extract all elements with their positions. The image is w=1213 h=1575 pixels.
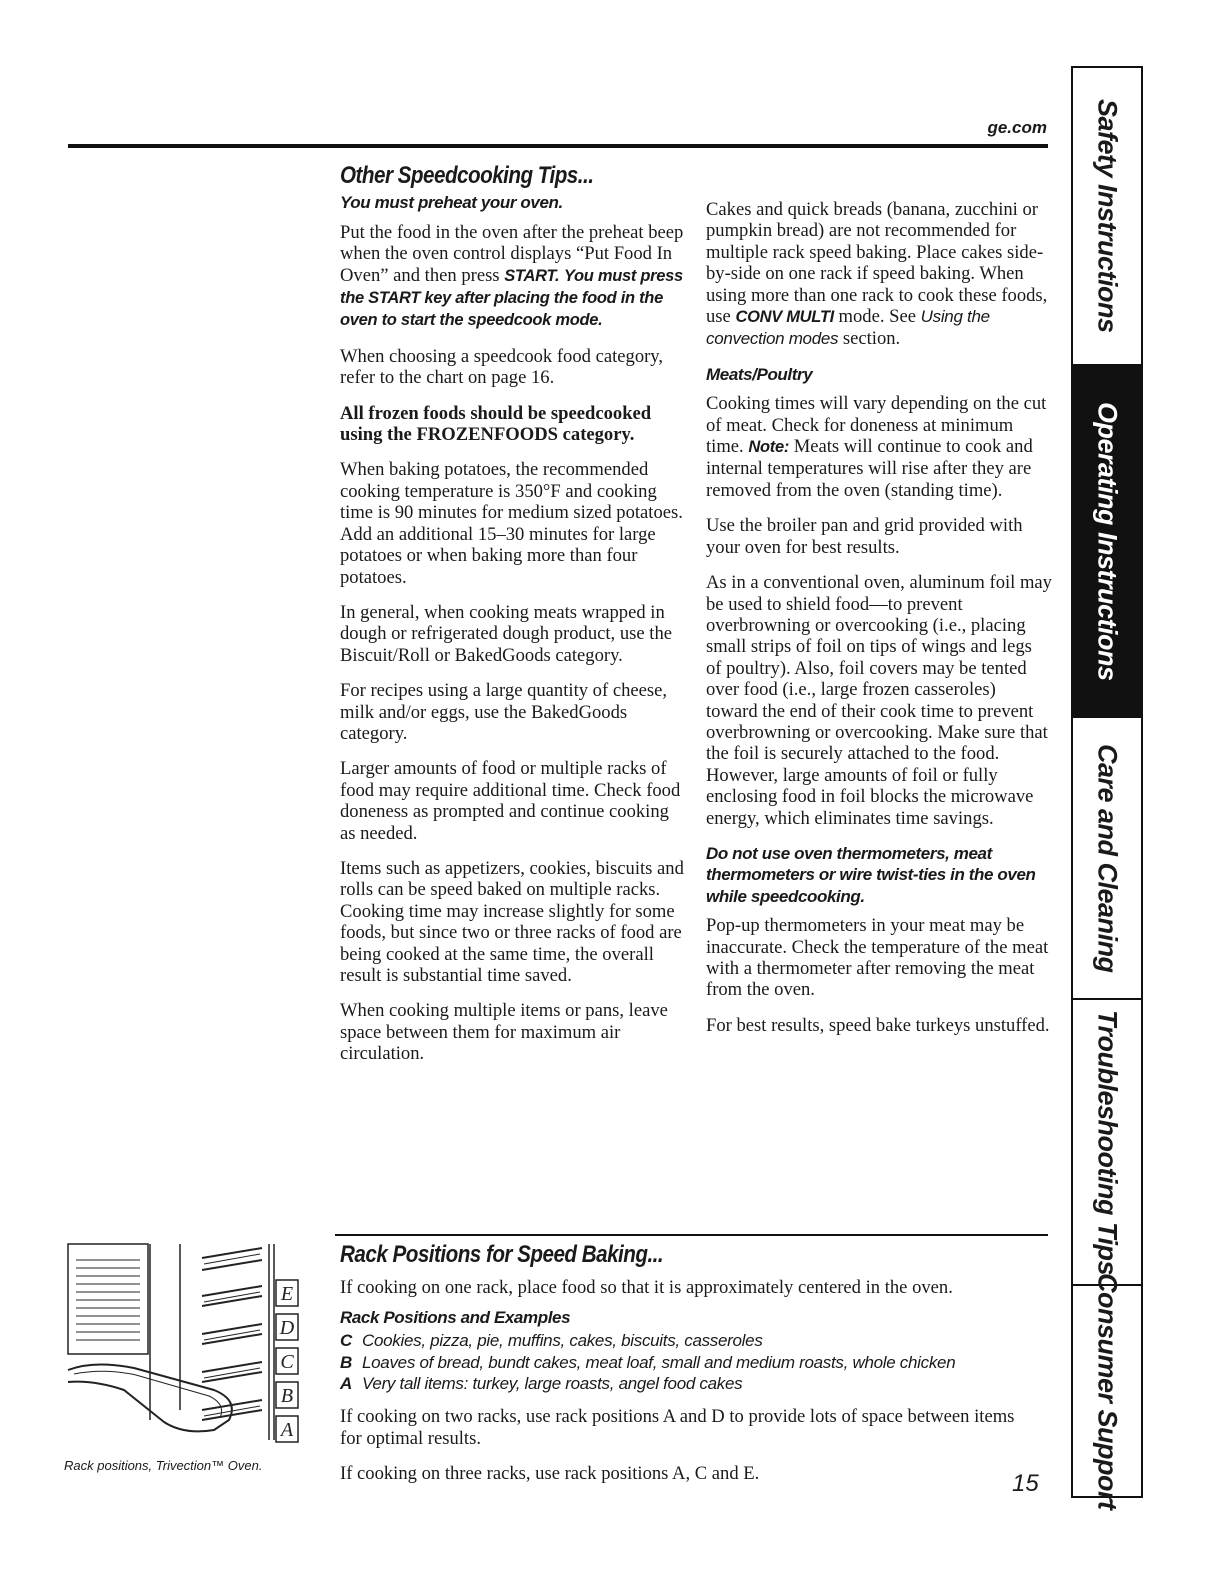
tab-care-and-cleaning[interactable] <box>1073 718 1141 1000</box>
potatoes-paragraph: When baking potatoes, the recommended cooking temperature is 350°F and cooking time is 90 minutes for medium sized potatoes. Add an additional 15–30 minutes for large potatoes or when baking more than four potatoes. <box>340 459 683 588</box>
rack-label-c: C <box>280 1351 294 1373</box>
note-label: Note: <box>748 438 790 457</box>
rack-examples-list <box>340 1330 1040 1394</box>
two-racks-paragraph: If cooking on two racks, use rack positions A and D to provide lots of space between items for optimal results. <box>340 1406 1015 1449</box>
convection-modes-link[interactable]: Using the convection modes <box>706 307 990 349</box>
larger-paragraph: Larger amounts of food or multiple racks of food may require additional time. Check food doneness as prompted and continue cooking as needed. <box>340 758 681 844</box>
items-paragraph: Items such as appetizers, cookies, biscuits and rolls can be speed baked on multiple racks. Cooking time may increase slightly for some foods, but since two or three racks of food are being cooked at the same time, the overall result is substantial time saved. <box>340 857 684 986</box>
tab-label: Safety Instructions <box>1092 99 1123 333</box>
turkeys-paragraph: For best results, speed bake turkeys unstuffed. <box>706 1014 1050 1036</box>
frozen-paragraph: All frozen foods should be speedcooked using the FROZENFOODS category. <box>340 402 652 446</box>
meats-note-text: Meats will continue to cook and internal temperatures will rise after they are removed from the oven (standing time). <box>706 436 1033 501</box>
rack-label-b: B <box>280 1385 294 1407</box>
dough-paragraph: In general, when cooking meats wrapped in dough or refrigerated dough product, use the Biscuit/Roll or BakedGoods category. <box>340 601 673 666</box>
left-column <box>340 162 685 1079</box>
thermometer-heading: Do not use oven thermometers, meat thermometers or wire twist-ties in the oven while speedcooking. <box>706 843 1036 906</box>
cakes-mode-text: mode. See <box>838 306 916 328</box>
rack-positions-figure <box>64 1240 314 1455</box>
rack-letter: C <box>340 1331 353 1351</box>
section-tabs-sidebar <box>1071 66 1143 1510</box>
popup-paragraph: Pop-up thermometers in your meat may be inaccurate. Check the temperature of the meat with a thermometer after removing the meat from the oven. <box>706 915 1049 1001</box>
page-number: 15 <box>1012 1470 1039 1497</box>
one-rack-paragraph: If cooking on one rack, place food so that it is approximately centered in the oven. <box>340 1277 953 1299</box>
rack-examples: Very tall items: turkey, large roasts, angel food cakes <box>362 1374 743 1394</box>
tab-operating-instructions[interactable] <box>1073 366 1141 718</box>
tab-troubleshooting-tips[interactable] <box>1073 1000 1141 1286</box>
oven-rack-illustration <box>64 1240 314 1455</box>
cheese-paragraph: For recipes using a large quantity of cheese, milk and/or eggs, use the BakedGoods category. <box>340 680 668 744</box>
rack-label-d: D <box>279 1317 295 1339</box>
rack-positions-section <box>340 1241 1040 1499</box>
tab-safety-instructions[interactable] <box>1073 68 1141 366</box>
meats-heading: Meats/Poultry <box>706 364 813 384</box>
rack-examples: Cookies, pizza, pie, muffins, cakes, biscuits, casseroles <box>362 1331 763 1351</box>
preheat-bold-text: You must press the START key after placing the food in the oven to start the speedcook mode. <box>340 266 683 330</box>
tab-label: Operating Instructions <box>1092 401 1123 681</box>
rack-letter: B <box>340 1352 353 1372</box>
multiple-paragraph: When cooking multiple items or pans, leave space between them for maximum air circulation. <box>340 1000 668 1065</box>
foil-paragraph: As in a conventional oven, aluminum foil may be used to shield food—to prevent overbrowning or overcooking (i.e., placing small strips of foil on tips of wings and legs of poultry). Also, foil covers may be tented over food (i.e., large frozen casseroles) toward the end of their cook time to prevent overbrowning or overcooking. Make sure that the foil is securely attached to the food. However, large amounts of foil or fully enclosing food in foil blocks the microwave energy, which eliminates time savings. <box>706 572 1052 829</box>
tab-label: Consumer Support <box>1092 1272 1123 1510</box>
header-rule <box>68 144 1048 148</box>
meats-paragraph <box>706 393 1052 501</box>
three-racks-paragraph: If cooking on three racks, use rack positions A, C and E. <box>340 1463 760 1485</box>
preheat-text: Put the food in the oven after the preheat beep when the oven control displays “Put Food In Oven” and then press <box>340 221 684 286</box>
cakes-paragraph <box>706 199 1052 350</box>
rack-row-c <box>340 1330 1040 1351</box>
right-column <box>706 199 1052 1050</box>
cakes-text: Cakes and quick breads (banana, zucchini or pumpkin bread) are not recommended for multiple rack speed baking. Place cakes side-by-side on one rack if speed baking. When using more than one rack to cook these foods, use <box>706 199 1048 328</box>
choose-paragraph: When choosing a speedcook food category, refer to the chart on page 16. <box>340 345 664 389</box>
section-title-speedcooking: Other Speedcooking Tips... <box>340 162 594 189</box>
tab-label: Troubleshooting Tips <box>1092 1009 1123 1275</box>
rack-letter: A <box>340 1374 353 1394</box>
section-title-rack-positions: Rack Positions for Speed Baking... <box>340 1241 664 1268</box>
rack-examples-heading: Rack Positions and Examples <box>340 1307 571 1327</box>
rack-label-a: A <box>280 1419 294 1441</box>
rack-row-b <box>340 1352 1040 1373</box>
meats-text: Cooking times will vary depending on the cut of meat. Check for doneness at minimum time. <box>706 393 1047 458</box>
preheat-paragraph <box>340 222 685 332</box>
cakes-section-text: section. <box>842 328 901 350</box>
rack-label-e: E <box>280 1283 294 1305</box>
rack-examples: Loaves of bread, bundt cakes, meat loaf, small and medium roasts, whole chicken <box>362 1352 956 1372</box>
start-key-label: START. <box>504 266 560 285</box>
conv-multi-label: CONV MULTI <box>735 308 834 327</box>
preheat-heading: You must preheat your oven. <box>340 193 563 213</box>
section-rule <box>335 1234 1048 1236</box>
broiler-paragraph: Use the broiler pan and grid provided with your oven for best results. <box>706 515 1023 558</box>
figure-caption: Rack positions, Trivection™ Oven. <box>64 1458 263 1473</box>
site-url: ge.com <box>987 118 1047 137</box>
rack-row-a <box>340 1373 1040 1394</box>
tab-consumer-support[interactable] <box>1073 1272 1141 1510</box>
tab-label: Care and Cleaning <box>1092 743 1123 973</box>
